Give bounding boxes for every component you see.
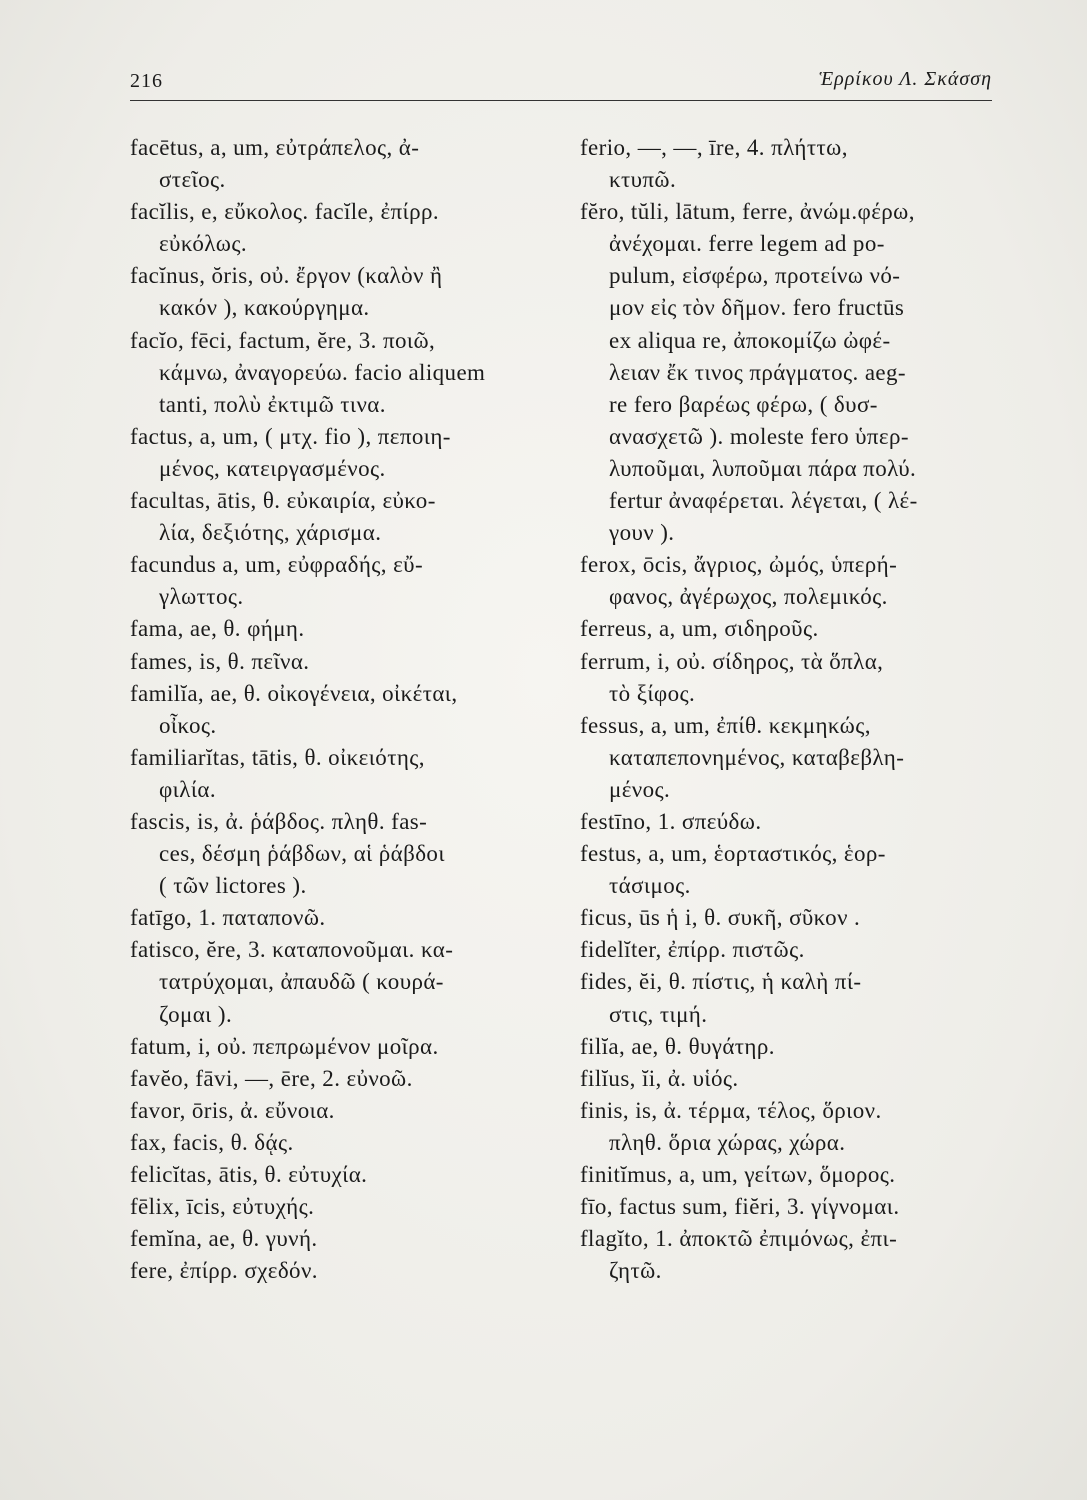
entry-headline: fessus, a, um, ἐπίθ. κεκμηκώς,	[580, 712, 871, 738]
entry-headline: fēlix, īcis, εὐτυχής.	[130, 1194, 315, 1220]
dictionary-entry	[130, 421, 560, 485]
entry-headline: facĭnus, ŏris, οὐ. ἔργον (καλὸν ἢ	[130, 263, 443, 289]
dictionary-entry	[580, 710, 1005, 806]
dictionary-entry	[580, 549, 1005, 613]
dictionary-entry	[580, 902, 1005, 934]
dictionary-entry	[580, 1191, 1005, 1223]
dictionary-entry	[580, 613, 1005, 645]
entry-continuation: κακόν ), κακούργημα.	[159, 295, 370, 321]
entry-continuation: ces, δέσμη ῥάβδων, αἱ ῥάβδοι	[159, 841, 445, 867]
entry-headline: fascis, is, ἀ. ῥάβδος. πληθ. fas-	[130, 808, 428, 834]
entry-headline: filĭa, ae, θ. θυγάτηρ.	[580, 1033, 775, 1059]
dictionary-entry	[130, 1255, 560, 1287]
dictionary-entry	[130, 902, 560, 934]
dictionary-entry	[130, 806, 560, 902]
entry-continuation: re fero βαρέως φέρω, ( δυσ-	[609, 391, 878, 417]
running-head: Ἑρρίκου Λ. Σκάσση	[818, 68, 992, 90]
dictionary-entry	[130, 549, 560, 613]
entry-headline: ferox, ōcis, ἄγριος, ὠμός, ὑπερή-	[580, 552, 898, 578]
entry-continuation: τὸ ξίφος.	[609, 680, 696, 706]
page-number: 216	[130, 70, 163, 92]
entry-headline: festus, a, um, ἑορταστικός, ἑορ-	[580, 841, 886, 867]
entry-continuation: γλωττος.	[159, 584, 244, 610]
entry-headline: fides, ĕi, θ. πίστις, ἡ καλὴ πί-	[580, 969, 862, 995]
dictionary-entry	[130, 646, 560, 678]
entry-headline: fatum, i, οὐ. πεπρωμένον μοῖρα.	[130, 1033, 439, 1059]
dictionary-entry	[580, 1159, 1005, 1191]
right-column	[580, 132, 1005, 1287]
entry-headline: flagĭto, 1. ἀποκτῶ ἐπιμόνως, ἐπι-	[580, 1226, 898, 1252]
dictionary-entry	[580, 1031, 1005, 1063]
entry-continuation: γουν ).	[609, 520, 675, 546]
entry-continuation: ανασχετῶ ). moleste fero ὑπερ-	[609, 423, 909, 449]
entry-continuation: λία, δεξιότης, χάρισμα.	[159, 520, 382, 546]
entry-headline: fidelĭter, ἐπίρρ. πιστῶς.	[580, 937, 805, 963]
dictionary-entry	[130, 1031, 560, 1063]
dictionary-entry	[580, 132, 1005, 196]
entry-continuation: τατρύχομαι, ἀπαυδῶ ( κουρά-	[159, 969, 444, 995]
entry-continuation: καταπεπονημένος, καταβεβλη-	[609, 744, 905, 770]
entry-headline: facundus a, um, εὐφραδής, εὔ-	[130, 552, 424, 578]
dictionary-entry	[130, 485, 560, 549]
entry-headline: facĭo, fēci, factum, ĕre, 3. ποιῶ,	[130, 327, 436, 353]
entry-continuation: λειαν ἔκ τινος πράγματος. aeg-	[609, 359, 906, 385]
dictionary-entry	[130, 678, 560, 742]
dictionary-entry	[580, 806, 1005, 838]
dictionary-entry	[580, 934, 1005, 966]
entry-continuation: πληθ. ὅρια χώρας, χώρα.	[609, 1129, 846, 1155]
entry-headline: facētus, a, um, εὐτράπελος, ἀ-	[130, 135, 420, 160]
entry-continuation: μένος.	[609, 776, 671, 802]
entry-headline: ficus, ūs ἡ i, θ. συκῆ, σῦκον .	[580, 905, 861, 931]
dictionary-entry	[580, 838, 1005, 902]
dictionary-entry	[580, 646, 1005, 710]
entry-continuation: φιλία.	[159, 776, 217, 802]
entry-continuation: ἀνέχομαι. ferre legem ad po-	[609, 231, 885, 257]
entry-headline: fīo, factus sum, fiĕri, 3. γίγνομαι.	[580, 1194, 900, 1220]
entry-headline: fĕro, tŭli, lātum, ferre, ἀνώμ.φέρω,	[580, 199, 915, 225]
entry-continuation: στις, τιμή.	[609, 1001, 708, 1027]
dictionary-entry	[130, 742, 560, 806]
dictionary-entry	[130, 325, 560, 421]
dictionary-entry	[130, 196, 560, 260]
page-header	[130, 60, 992, 101]
entry-headline: favor, ōris, ἀ. εὔνοια.	[130, 1097, 335, 1123]
dictionary-entry	[580, 966, 1005, 1030]
entry-continuation: οἶκος.	[159, 712, 217, 738]
entry-continuation: στεῖος.	[159, 167, 226, 193]
entry-headline: festīno, 1. σπεύδω.	[580, 808, 762, 834]
dictionary-entry	[130, 1159, 560, 1191]
entry-headline: favĕo, fāvi, —, ēre, 2. εὐνοῶ.	[130, 1065, 413, 1091]
dictionary-entry	[580, 1095, 1005, 1159]
dictionary-entry	[130, 1063, 560, 1095]
dictionary-entry	[580, 196, 1005, 549]
dictionary-entry	[130, 1127, 560, 1159]
entry-headline: finis, is, ἀ. τέρμα, τέλος, ὅριον.	[580, 1097, 882, 1123]
entry-continuation: ζητῶ.	[609, 1258, 662, 1284]
entry-headline: familĭa, ae, θ. οἰκογένεια, οἰκέται,	[130, 680, 458, 706]
entry-continuation: λυποῦμαι, λυποῦμαι πάρα πολύ.	[609, 455, 917, 481]
entry-headline: fatīgo, 1. παταπονῶ.	[130, 905, 326, 931]
entry-continuation: tanti, πολὺ ἐκτιμῶ τινα.	[159, 391, 386, 417]
entry-headline: fames, is, θ. πεῖνα.	[130, 648, 310, 674]
dictionary-entry	[130, 1095, 560, 1127]
left-column	[130, 132, 560, 1287]
dictionary-entry	[130, 1191, 560, 1223]
dictionary-entry	[130, 1223, 560, 1255]
entry-headline: fere, ἐπίρρ. σχεδόν.	[130, 1258, 318, 1284]
entry-headline: factus, a, um, ( μτχ. fio ), πεποιη-	[130, 423, 451, 449]
dictionary-entry	[130, 260, 560, 324]
entry-headline: familiarĭtas, tātis, θ. οἰκειότης,	[130, 744, 425, 770]
entry-continuation: μον εἰς τὸν δῆμον. fero fructūs	[609, 295, 905, 321]
entry-headline: facultas, ātis, θ. εὐκαιρία, εὐκο-	[130, 488, 436, 514]
dictionary-entry	[580, 1223, 1005, 1287]
entry-continuation: ( τῶν lictores ).	[159, 873, 307, 899]
entry-continuation: κτυπῶ.	[609, 167, 677, 193]
entry-headline: femĭna, ae, θ. γυνή.	[130, 1226, 318, 1252]
entry-continuation: fertur ἀναφέρεται. λέγεται, ( λέ-	[609, 488, 918, 514]
entry-continuation: εὐκόλως.	[159, 231, 247, 257]
entry-continuation: pulum, εἰσφέρω, προτείνω νό-	[609, 263, 901, 289]
entry-headline: fax, facis, θ. δᾴς.	[130, 1129, 294, 1155]
entry-continuation: ζομαι ).	[159, 1001, 233, 1027]
entry-headline: felicĭtas, ātis, θ. εὐτυχία.	[130, 1162, 368, 1187]
entry-headline: fama, ae, θ. φήμη.	[130, 616, 305, 642]
entry-continuation: φανος, ἀγέρωχος, πολεμικός.	[609, 584, 888, 610]
entry-headline: ferreus, a, um, σιδηροῦς.	[580, 616, 819, 642]
entry-headline: ferio, —, —, īre, 4. πλήττω,	[580, 135, 848, 160]
entry-continuation: μένος, κατειργασμένος.	[159, 455, 386, 481]
entry-continuation: ex aliqua re, ἀποκομίζω ὠφέ-	[609, 327, 891, 353]
dictionary-entry	[130, 934, 560, 1030]
entry-headline: ferrum, i, οὐ. σίδηρος, τὰ ὅπλα,	[580, 648, 884, 674]
dictionary-entry	[130, 132, 560, 196]
entry-continuation: κάμνω, ἀναγορεύω. facio aliquem	[159, 359, 486, 385]
entry-headline: facĭlis, e, εὔκολος. facĭle, ἐπίρρ.	[130, 199, 440, 225]
entry-headline: filĭus, ĭi, ἀ. υἱός.	[580, 1065, 739, 1091]
dictionary-entry	[580, 1063, 1005, 1095]
entry-continuation: τάσιμος.	[609, 873, 691, 899]
dictionary-entry	[130, 613, 560, 645]
entry-headline: finitĭmus, a, um, γείτων, ὅμορος.	[580, 1162, 896, 1187]
entry-headline: fatisco, ĕre, 3. καταπονοῦμαι. κα-	[130, 937, 454, 963]
